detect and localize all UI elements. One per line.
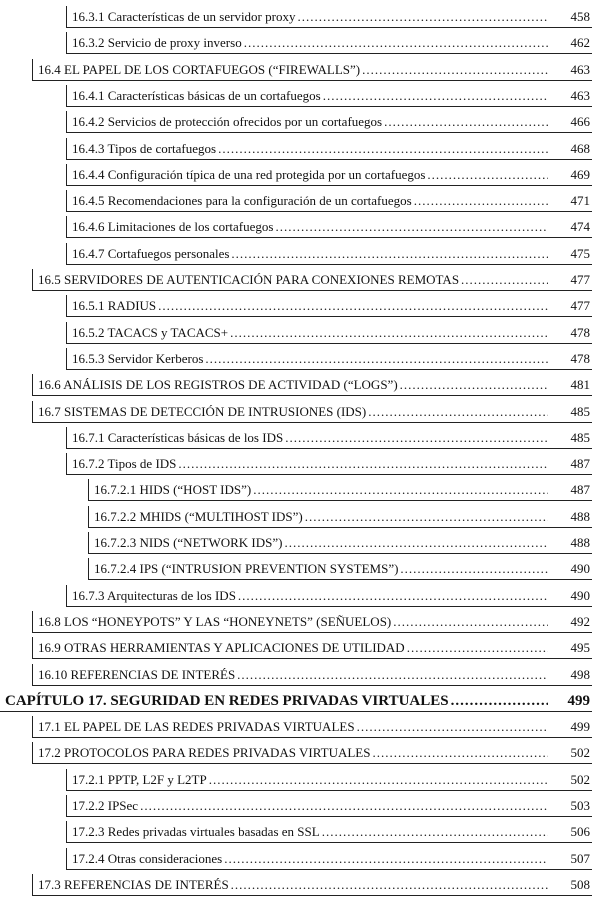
entry-bracket-vertical <box>32 716 33 738</box>
entry-bracket-vertical <box>32 611 33 633</box>
entry-bracket-vertical <box>66 821 67 843</box>
page-number: 508 <box>570 876 590 892</box>
toc-entry[interactable] <box>0 558 600 580</box>
toc-entry[interactable] <box>0 874 600 896</box>
entry-title: 16.3.2 Servicio de proxy inverso <box>72 35 242 51</box>
entry-title: 17.2.4 Otras consideraciones <box>72 850 223 866</box>
page-number: 471 <box>570 193 590 209</box>
entry-title: 16.5.1 RADIUS <box>72 298 157 314</box>
page-number: 502 <box>570 771 590 787</box>
entry-leader-group <box>72 585 548 607</box>
entry-title: 16.4.7 Cortafuegos personales <box>72 245 230 261</box>
toc-entry[interactable] <box>0 848 600 870</box>
toc-entry[interactable] <box>0 295 600 317</box>
dot-leader <box>231 243 548 265</box>
toc-entry[interactable] <box>0 585 600 607</box>
toc-entry[interactable] <box>0 453 600 475</box>
dot-leader <box>400 374 548 396</box>
entry-bracket-vertical <box>66 216 67 238</box>
entry-title: 16.4 EL PAPEL DE LOS CORTAFUEGOS (“FIREWALLS”) <box>38 61 361 77</box>
entry-bracket-vertical <box>32 59 33 81</box>
dot-leader <box>323 85 548 107</box>
entry-title: 16.4.4 Configuración típica de una red protegida por un cortafuegos <box>72 166 426 182</box>
page-number: 458 <box>570 9 590 24</box>
page-number: 499 <box>570 719 590 735</box>
entry-bracket-vertical <box>32 269 33 291</box>
dot-leader <box>218 138 548 160</box>
entry-leader-group <box>72 190 548 212</box>
entry-bracket-vertical <box>88 532 89 554</box>
entry-bracket-vertical <box>32 874 33 896</box>
dot-leader <box>275 216 548 238</box>
entry-title: 16.4.1 Características básicas de un cortafuegos <box>72 87 321 103</box>
toc-entry[interactable] <box>0 269 600 291</box>
entry-bracket-vertical <box>66 85 67 107</box>
dot-leader <box>178 453 548 475</box>
toc-entry[interactable] <box>0 479 600 501</box>
dot-leader <box>224 848 548 870</box>
entry-title: 17.2.1 PPTP, L2F y L2TP <box>72 771 207 787</box>
entry-leader-group <box>72 427 548 449</box>
entry-bracket-vertical <box>32 742 33 764</box>
entry-leader-group <box>72 348 548 370</box>
toc-chapter-entry[interactable] <box>0 690 600 712</box>
toc-entry[interactable] <box>0 374 600 396</box>
entry-title: 16.8 LOS “HONEYPOTS” Y LAS “HONEYNETS” (SEÑUELOS) <box>38 613 392 629</box>
entry-title: 16.7.2.2 MHIDS (“MULTIHOST IDS”) <box>94 508 303 524</box>
page-number: 477 <box>570 298 590 314</box>
toc-entry[interactable] <box>0 637 600 659</box>
dot-leader <box>461 269 548 291</box>
page-number: 485 <box>570 403 590 419</box>
toc-entry[interactable] <box>0 821 600 843</box>
page-number: 490 <box>570 561 590 577</box>
dot-leader <box>451 690 548 712</box>
entry-title: 16.5 SERVIDORES DE AUTENTICACIÓN PARA CONEXIONES REMOTAS <box>38 272 460 287</box>
dot-leader <box>230 322 548 344</box>
entry-leader-group <box>72 138 548 160</box>
entry-leader-group <box>72 295 548 317</box>
dot-leader <box>362 59 548 81</box>
dot-leader <box>284 532 548 554</box>
dot-leader <box>368 401 548 423</box>
entry-leader-group <box>72 322 548 344</box>
toc-entry[interactable] <box>0 85 600 107</box>
dot-leader <box>357 716 548 738</box>
toc-entry[interactable] <box>0 506 600 528</box>
dot-leader <box>205 348 548 370</box>
page-number: 481 <box>570 377 590 393</box>
entry-title: 17.2.2 IPSec <box>72 798 139 813</box>
page-number: 503 <box>570 798 590 813</box>
page-number: 477 <box>570 272 590 287</box>
entry-title: 16.9 OTRAS HERRAMIENTAS Y APLICACIONES DE UTILIDAD <box>38 640 405 656</box>
entry-leader-group <box>5 690 548 712</box>
entry-bracket-vertical <box>66 453 67 475</box>
toc-entry[interactable] <box>0 348 600 370</box>
entry-title: 16.4.3 Tipos de cortafuegos <box>72 140 217 156</box>
page-number: 507 <box>570 850 590 866</box>
dot-leader <box>297 6 548 28</box>
entry-leader-group <box>72 32 548 54</box>
toc-entry[interactable] <box>0 190 600 212</box>
page-number: 475 <box>570 245 590 261</box>
entry-bracket-vertical <box>88 506 89 528</box>
entry-leader-group <box>72 216 548 238</box>
entry-title: CAPÍTULO 17. SEGURIDAD EN REDES PRIVADAS VIRTUALES <box>5 692 449 709</box>
page-number: 463 <box>570 87 590 103</box>
entry-bracket-vertical <box>66 243 67 265</box>
toc-entry[interactable] <box>0 243 600 265</box>
entry-title: 17.2 PROTOCOLOS PARA REDES PRIVADAS VIRTUALES <box>38 745 371 761</box>
entry-leader-group <box>94 479 548 501</box>
page-number: 492 <box>570 613 590 629</box>
entry-title: 17.2.3 Redes privadas virtuales basadas en SSL <box>72 824 320 840</box>
entry-title: 16.5.3 Servidor Kerberos <box>72 350 204 366</box>
page-number: 468 <box>570 140 590 156</box>
toc-entry[interactable] <box>0 322 600 344</box>
entry-leader-group <box>72 6 548 28</box>
entry-title: 16.4.5 Recomendaciones para la configuración de un cortafuegos <box>72 193 412 209</box>
entry-title: 16.7.2.1 HIDS (“HOST IDS”) <box>94 482 252 498</box>
entry-leader-group <box>72 795 548 817</box>
toc-entry[interactable] <box>0 611 600 633</box>
entry-leader-group <box>38 874 548 896</box>
page-number: 462 <box>570 35 590 51</box>
entry-bracket-vertical <box>66 848 67 870</box>
dot-leader <box>305 506 548 528</box>
page-number: 478 <box>570 324 590 340</box>
toc-entry[interactable] <box>0 6 600 28</box>
entry-bracket-vertical <box>66 427 67 449</box>
entry-bracket-vertical <box>66 795 67 817</box>
page-number: 495 <box>570 640 590 656</box>
entry-title: 17.3 REFERENCIAS DE INTERÉS <box>38 876 229 892</box>
entry-bracket-vertical <box>66 769 67 791</box>
dot-leader <box>140 795 548 817</box>
entry-title: 16.6 ANÁLISIS DE LOS REGISTROS DE ACTIVIDAD (“LOGS”) <box>38 377 398 393</box>
toc-entry[interactable] <box>0 32 600 54</box>
entry-leader-group <box>72 453 548 475</box>
toc-entry[interactable] <box>0 111 600 133</box>
entry-title: 16.7.3 Arquitecturas de los IDS <box>72 587 236 603</box>
page-number: 488 <box>570 535 590 550</box>
entry-leader-group <box>72 85 548 107</box>
toc-entry[interactable] <box>0 164 600 186</box>
entry-bracket-vertical <box>66 190 67 212</box>
entry-leader-group <box>38 269 548 291</box>
entry-bracket-vertical <box>66 32 67 54</box>
toc-entry[interactable] <box>0 59 600 81</box>
toc-entry[interactable] <box>0 216 600 238</box>
entry-leader-group <box>38 611 548 633</box>
entry-leader-group <box>38 742 548 764</box>
entry-leader-group <box>38 59 548 81</box>
dot-leader <box>231 874 548 896</box>
entry-title: 16.7.2.3 NIDS (“NETWORK IDS”) <box>94 535 283 550</box>
page-number: 466 <box>570 114 590 130</box>
toc-entry[interactable] <box>0 742 600 764</box>
dot-leader <box>372 742 548 764</box>
toc-entry[interactable] <box>0 532 600 554</box>
dot-leader <box>285 427 548 449</box>
entry-title: 16.7.1 Características básicas de los IDS <box>72 429 284 445</box>
entry-title: 16.4.6 Limitaciones de los cortafuegos <box>72 219 274 235</box>
entry-bracket-vertical <box>66 295 67 317</box>
dot-leader <box>414 190 548 212</box>
dot-leader <box>237 664 548 686</box>
toc-entry[interactable] <box>0 795 600 817</box>
entry-bracket-vertical <box>32 637 33 659</box>
entry-leader-group <box>38 716 548 738</box>
entry-bracket-vertical <box>32 664 33 686</box>
entry-leader-group <box>38 401 548 423</box>
dot-leader <box>393 611 548 633</box>
entry-bracket-vertical <box>66 111 67 133</box>
toc-entry[interactable] <box>0 138 600 160</box>
entry-leader-group <box>72 769 548 791</box>
toc-entry[interactable] <box>0 401 600 423</box>
page-number: 498 <box>570 666 590 682</box>
entry-leader-group <box>38 637 548 659</box>
entry-bracket-vertical <box>88 558 89 580</box>
dot-leader <box>322 821 548 843</box>
entry-bracket-vertical <box>32 374 33 396</box>
page-number: 488 <box>570 508 590 524</box>
entry-leader-group <box>38 664 548 686</box>
dot-leader <box>384 111 548 133</box>
entry-leader-group <box>94 506 548 528</box>
entry-leader-group <box>38 374 548 396</box>
entry-leader-group <box>72 848 548 870</box>
page-number: 502 <box>570 745 590 761</box>
page-number: 487 <box>570 456 590 472</box>
entry-bracket-vertical <box>66 585 67 607</box>
entry-title: 16.7.2.4 IPS (“INTRUSION PREVENTION SYSTEMS”) <box>94 561 399 577</box>
entry-title: 16.10 REFERENCIAS DE INTERÉS <box>38 666 236 682</box>
page-number: 487 <box>570 482 590 498</box>
page-number: 499 <box>567 692 590 709</box>
entry-title: 16.5.2 TACACS y TACACS+ <box>72 324 229 340</box>
entry-title: 17.1 EL PAPEL DE LAS REDES PRIVADAS VIRTUALES <box>38 719 355 735</box>
entry-title: 16.7.2 Tipos de IDS <box>72 456 177 472</box>
dot-leader <box>209 769 548 791</box>
dot-leader <box>238 585 548 607</box>
entry-leader-group <box>72 243 548 265</box>
entry-leader-group <box>94 532 548 554</box>
page-number: 485 <box>570 429 590 445</box>
entry-bracket-vertical <box>66 348 67 370</box>
entry-bracket-vertical <box>32 401 33 423</box>
page-number: 490 <box>570 587 590 603</box>
entry-leader-group <box>72 111 548 133</box>
toc-entry[interactable] <box>0 664 600 686</box>
page-number: 469 <box>570 166 590 182</box>
entry-bracket-vertical <box>88 479 89 501</box>
entry-title: 16.4.2 Servicios de protección ofrecidos por un cortafuegos <box>72 114 383 130</box>
entry-leader-group <box>72 821 548 843</box>
toc-entry[interactable] <box>0 427 600 449</box>
toc-entry[interactable] <box>0 716 600 738</box>
entry-bracket-vertical <box>66 138 67 160</box>
page-number: 463 <box>570 61 590 77</box>
page-number: 474 <box>570 219 590 235</box>
dot-leader <box>158 295 548 317</box>
toc-entry[interactable] <box>0 769 600 791</box>
dot-leader <box>244 32 548 54</box>
dot-leader <box>400 558 548 580</box>
entry-title: 16.3.1 Características de un servidor proxy <box>72 9 296 24</box>
dot-leader <box>427 164 548 186</box>
dot-leader <box>407 637 548 659</box>
dot-leader <box>253 479 548 501</box>
entry-title: 16.7 SISTEMAS DE DETECCIÓN DE INTRUSIONES (IDS) <box>38 403 367 419</box>
page-number: 506 <box>570 824 590 840</box>
entry-bracket-vertical <box>66 322 67 344</box>
entry-leader-group <box>72 164 548 186</box>
entry-bracket-vertical <box>66 164 67 186</box>
page-number: 478 <box>570 350 590 366</box>
entry-leader-group <box>94 558 548 580</box>
entry-bracket-vertical <box>66 6 67 28</box>
